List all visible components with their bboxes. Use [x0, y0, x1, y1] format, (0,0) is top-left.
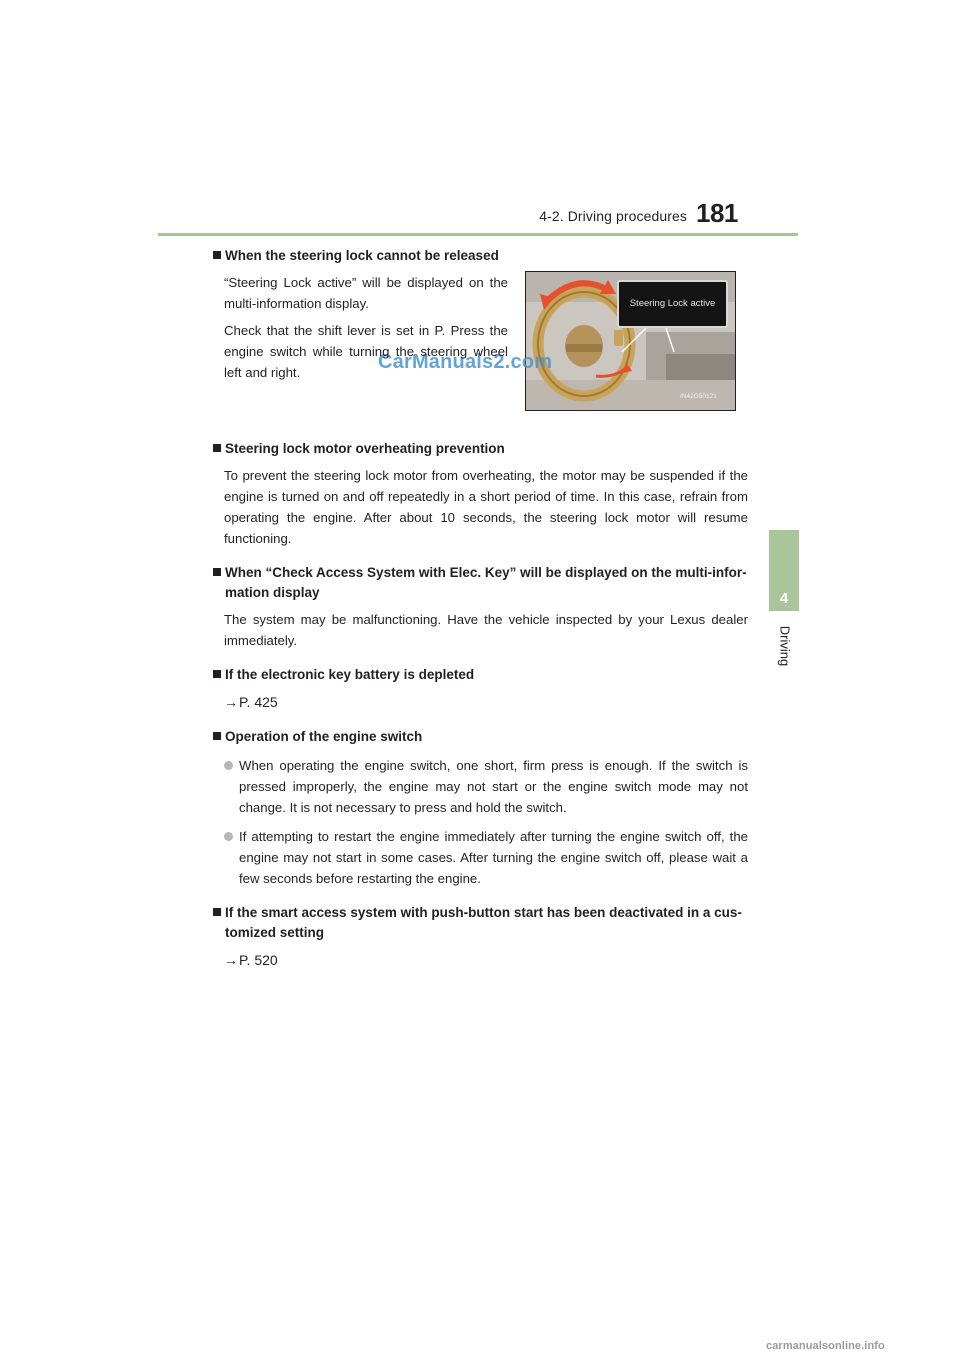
header-section-title: 4-2. Driving procedures: [539, 208, 687, 224]
paragraph: To prevent the steering lock motor from overheating, the motor may be suspended if the engine is turned on and off repeatedly in a short period of time. In this case, refrain from operating the engine. After about 10 seconds, the steering lock motor will resume functioning.: [224, 468, 748, 546]
header-rule: [158, 233, 798, 236]
square-bullet-icon: [213, 568, 221, 576]
chapter-number: 4: [779, 590, 789, 607]
square-bullet-icon: [213, 251, 221, 259]
heading-engine-switch-operation: Operation of the engine switch: [213, 727, 748, 747]
circle-bullet-icon: [224, 761, 233, 770]
page-number: 181: [696, 198, 738, 228]
list-item: If attempting to restart the engine immediately after turning the engine switch off, the engine may not start in some cases. After turning the engine switch off, please wait a few seconds before restarting the engine.: [239, 826, 748, 889]
paragraph: The system may be malfunctioning. Have the vehicle inspected by your Lexus dealer immediately.: [224, 612, 748, 648]
content: [213, 246, 748, 971]
square-bullet-icon: [213, 670, 221, 678]
heading-key-battery-depleted: If the electronic key battery is depleted: [213, 665, 748, 685]
square-bullet-icon: [213, 908, 221, 916]
chapter-tab: [769, 530, 799, 611]
arrow-right-icon: →: [224, 694, 238, 710]
heading-steering-lock-release: When the steering lock cannot be released: [213, 246, 748, 266]
arrow-right-icon: →: [224, 952, 238, 968]
watermark: CarManuals2.com: [378, 351, 553, 373]
figure-code: IN42G50121: [680, 393, 717, 400]
paragraph: Check that the shift lever is set in P. Press the engine switch while turning the steering wheel left and right.: [224, 323, 508, 380]
chapter-label: [775, 622, 795, 670]
heading-check-access-system: When “Check Access System with Elec. Key” will be displayed on the multi-infor-mation display: [213, 563, 748, 603]
figure-display-callout: Steering Lock active: [617, 280, 728, 328]
square-bullet-icon: [213, 444, 221, 452]
list-item: When operating the engine switch, one short, firm press is enough. If the switch is pressed improperly, the engine may not start or the engine switch mode may not change. It is not necessary to press and hold the switch.: [239, 755, 748, 818]
page-reference[interactable]: →P. 425: [224, 694, 278, 710]
paragraph: “Steering Lock active” will be displayed on the multi-information display.: [224, 275, 508, 311]
circle-bullet-icon: [224, 832, 233, 841]
heading-smart-access-deactivated: If the smart access system with push-button start has been deactivated in a cus-tomized setting: [213, 903, 748, 943]
page-reference[interactable]: →P. 520: [224, 952, 278, 968]
heading-overheating-prevention: Steering lock motor overheating prevention: [213, 439, 748, 459]
chapter-name: Driving: [777, 625, 793, 667]
square-bullet-icon: [213, 732, 221, 740]
footer-logo: carmanualsonline.info: [766, 1340, 885, 1352]
